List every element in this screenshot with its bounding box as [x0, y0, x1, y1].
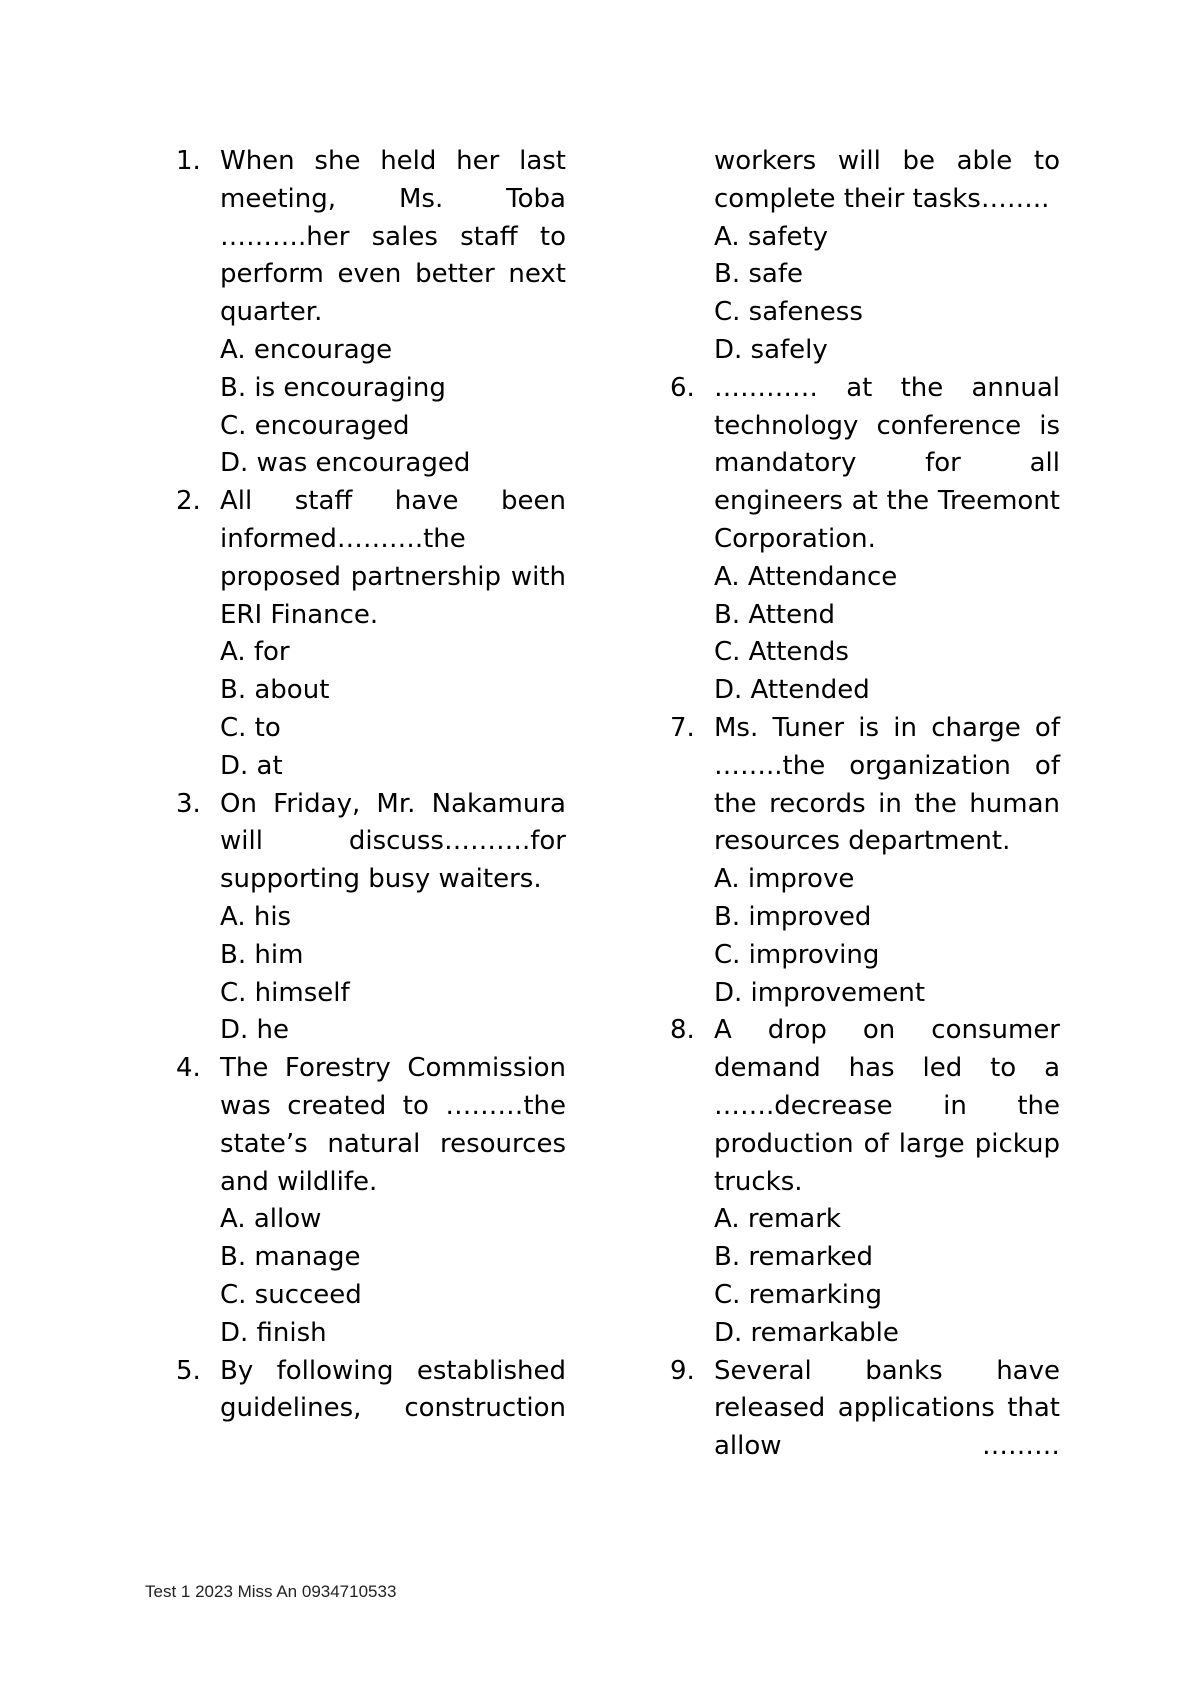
question-1 [176, 143, 566, 483]
option-b: B. is encouraging [220, 372, 446, 403]
question-5 [176, 1353, 566, 1429]
option-a: A. improve [714, 864, 855, 895]
question-number: 8. [670, 1015, 695, 1046]
option-d: D. improvement [714, 977, 926, 1008]
option-a: A. encourage [220, 334, 393, 365]
option-a: A. his [220, 901, 292, 932]
answer-options [220, 634, 566, 785]
option-b: B. manage [220, 1242, 361, 1273]
option-c: C. improving [714, 939, 880, 970]
option-d: D. was encouraged [220, 448, 471, 479]
question-8 [670, 1012, 1060, 1352]
option-b: B. Attend [714, 599, 836, 630]
question-3 [176, 786, 566, 1051]
question-number: 7. [670, 712, 695, 743]
question-text: A drop on consumer demand has led to a …….decrease in the production of large pickup trucks. [714, 1015, 1060, 1197]
option-b: B. him [220, 939, 304, 970]
answer-options [220, 1201, 566, 1352]
question-text: Ms. Tuner is in charge of ……..the organization of the records in the human resources department. [714, 712, 1060, 857]
page-footer: Test 1 2023 Miss An 0934710533 [145, 1582, 397, 1601]
option-a: A. remark [714, 1204, 841, 1235]
question-number: 1. [176, 146, 201, 176]
question-number: 9. [670, 1355, 695, 1386]
option-c: C. to [220, 712, 281, 743]
answer-options [714, 219, 1060, 370]
option-c: C. succeed [220, 1279, 362, 1310]
option-b: B. about [220, 675, 330, 706]
option-c: C. remarking [714, 1279, 883, 1310]
question-6 [670, 370, 1060, 710]
question-text: On Friday, Mr. Nakamura will discuss……….for supporting busy waiters. [220, 788, 566, 895]
option-a: A. allow [220, 1204, 322, 1235]
question-text: ………… at the annual technology conference is mandatory for all engineers at the Treemont Corporation. [714, 372, 1060, 554]
option-c: C. himself [220, 977, 350, 1008]
answer-options [714, 1201, 1060, 1352]
option-d: D. he [220, 1015, 290, 1046]
option-b: B. remarked [714, 1242, 874, 1273]
question-number: 3. [176, 788, 201, 819]
answer-options [714, 861, 1060, 1012]
question-text: All staff have been informed……….the proposed partnership with ERI Finance. [220, 486, 566, 630]
question-number: 4. [176, 1053, 201, 1084]
option-d: D. remarkable [714, 1317, 899, 1348]
question-text: The Forestry Commission was created to ………the state’s natural resources and wildlife. [220, 1053, 566, 1197]
question-text: When she held her last meeting, Ms. Toba ……….her sales staff to perform even better next quarter. [220, 146, 566, 328]
answer-options [714, 559, 1060, 710]
option-d: D. finish [220, 1317, 327, 1348]
option-a: A. for [220, 637, 290, 668]
right-column [670, 143, 1060, 1466]
option-d: D. at [220, 750, 283, 781]
option-a: A. safety [714, 221, 829, 252]
question-number: 2. [176, 486, 201, 517]
option-b: B. safe [714, 259, 803, 290]
question-text: Several banks have released applications that allow ……… [714, 1355, 1060, 1462]
left-column [176, 143, 566, 1428]
question-7 [670, 710, 1060, 1012]
question-4 [176, 1050, 566, 1352]
question-number: 5. [176, 1355, 201, 1386]
option-d: D. safely [714, 334, 828, 365]
option-c: C. safeness [714, 297, 863, 328]
option-a: A. Attendance [714, 561, 898, 592]
answer-options [220, 899, 566, 1050]
option-b: B. improved [714, 901, 872, 932]
question-5-continuation [670, 143, 1060, 370]
option-c: C. encouraged [220, 410, 410, 441]
question-text-continued: workers will be able to complete their tasks…….. [714, 146, 1060, 214]
question-9 [670, 1353, 1060, 1466]
question-2 [176, 483, 566, 785]
option-d: D. Attended [714, 675, 870, 706]
option-c: C. Attends [714, 637, 849, 668]
question-text: By following established guidelines, construction [220, 1355, 566, 1424]
answer-options [220, 332, 566, 483]
question-number: 6. [670, 372, 695, 403]
